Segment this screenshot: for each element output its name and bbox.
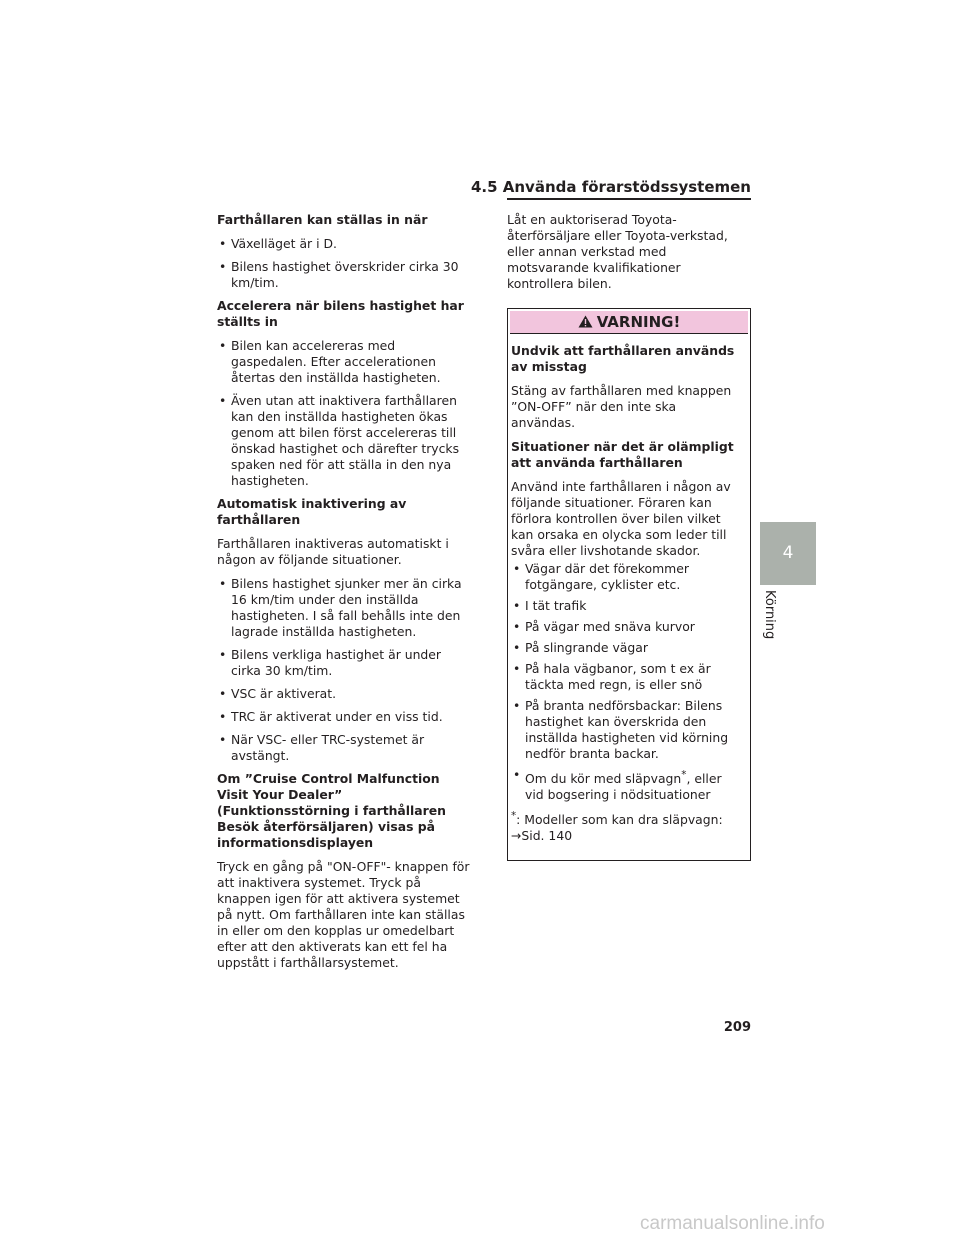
list-item: • När VSC- eller TRC-systemet är avstängt. xyxy=(217,732,473,764)
warning-bullet-list xyxy=(511,561,742,803)
list-item: • VSC är aktiverat. xyxy=(217,686,473,702)
section-heading: Accelerera när bilens hastighet har ställts in xyxy=(217,298,464,329)
section-title: 4.5 Använda förarstödssystemen xyxy=(470,178,751,196)
page-number: 209 xyxy=(723,1020,751,1035)
list-item: • I tät trafik xyxy=(511,598,742,614)
warning-text: Stäng av farthållaren med knappen ”ON-OFF” när den inte ska användas. xyxy=(511,383,732,430)
left-column xyxy=(217,212,473,979)
paragraph: Farthållaren inaktiveras automatiskt i någon av följande situationer. xyxy=(217,536,449,567)
page-reference-link[interactable]: →Sid. 140 xyxy=(511,828,573,844)
bullet-list xyxy=(217,236,473,291)
intro-paragraph: Låt en auktoriserad Toyota-återförsäljare eller Toyota-verkstad, eller annan verkstad med motsvarande kvalifikationer kontrollera bilen. xyxy=(507,212,728,291)
list-item: • Vägar där det förekommer fotgängare, cyklister etc. xyxy=(511,561,742,593)
list-item-text: Om du kör med släpvagn xyxy=(525,771,682,787)
section-heading: Automatisk inaktivering av farthållaren xyxy=(217,496,407,527)
warning-header xyxy=(510,311,748,334)
warning-text: Använd inte farthållaren i någon av följande situationer. Föraren kan förlora kontrollen över bilen vilket kan orsaka en olycka som leder till svåra eller livshotande skador. xyxy=(511,479,731,558)
list-item: • Bilens hastighet överskrider cirka 30 km/tim. xyxy=(217,259,473,291)
footnote-mark: * xyxy=(511,810,517,823)
list-item: • Bilens hastighet sjunker mer än cirka 16 km/tim under den inställda hastigheten. I så fall behålls inte den lagrade inställda hastigheten. xyxy=(217,576,473,640)
footnote-text: : Modeller som kan dra släpvagn: xyxy=(516,812,723,828)
section-heading: Farthållaren kan ställas in när xyxy=(217,212,428,227)
warning-heading: Undvik att farthållaren används av misstag xyxy=(511,343,735,374)
chapter-label-wrap xyxy=(762,590,784,650)
paragraph: Tryck en gång på "ON-OFF"- knappen för att inaktivera systemet. Tryck på knappen igen för att aktivera systemet på nytt. Om farthållaren inte kan ställas in eller om den kopplas ur omedelbart efter att den aktiverats kan ett fel ha uppstått i farthållarsystemet. xyxy=(217,859,470,970)
bullet-list xyxy=(217,338,473,489)
warning-label: VARNING! xyxy=(596,313,681,331)
watermark: carmanualsonline.info xyxy=(640,1213,825,1234)
right-column xyxy=(507,212,751,861)
list-item xyxy=(511,767,742,803)
warning-box xyxy=(507,308,751,861)
list-item-text: , eller vid bogsering i nödsituationer xyxy=(525,771,722,803)
bullet-list xyxy=(217,576,473,764)
list-item: • TRC är aktiverat under en viss tid. xyxy=(217,709,473,725)
list-item: • Bilen kan accelereras med gaspedalen. Efter accelerationen återtas den inställda hastigheten. xyxy=(217,338,473,386)
warning-heading: Situationer när det är olämpligt att använda farthållaren xyxy=(511,439,734,470)
list-item: • Bilens verkliga hastighet är under cirka 30 km/tim. xyxy=(217,647,473,679)
footnote xyxy=(511,808,742,844)
asterisk-mark: * xyxy=(681,769,687,781)
list-item: • På vägar med snäva kurvor xyxy=(511,619,742,635)
list-item: • Även utan att inaktivera farthållaren kan den inställda hastigheten ökas genom att bilen först accelereras till önskad hastighet och därefter trycks spaken ned för att ställa in den nya hastigheten. xyxy=(217,393,473,489)
header-rule xyxy=(507,198,751,200)
list-item: • På hala vägbanor, som t ex är täckta med regn, is eller snö xyxy=(511,661,742,693)
list-item: • Växelläget är i D. xyxy=(217,236,473,252)
section-heading: Om ”Cruise Control Malfunction Visit Your Dealer” (Funktionsstörning i farthållaren Besök återförsäljaren) visas på informationsdisplayen xyxy=(217,771,446,850)
list-item: • På branta nedförsbackar: Bilens hastighet kan överskrida den inställda hastigheten vid körning nedför branta backar. xyxy=(511,698,742,762)
chapter-label: Körning xyxy=(762,590,777,640)
list-item: • På slingrande vägar xyxy=(511,640,742,656)
warning-triangle-icon xyxy=(578,312,593,334)
warning-body xyxy=(508,334,750,860)
chapter-tab[interactable]: 4 xyxy=(760,522,816,585)
